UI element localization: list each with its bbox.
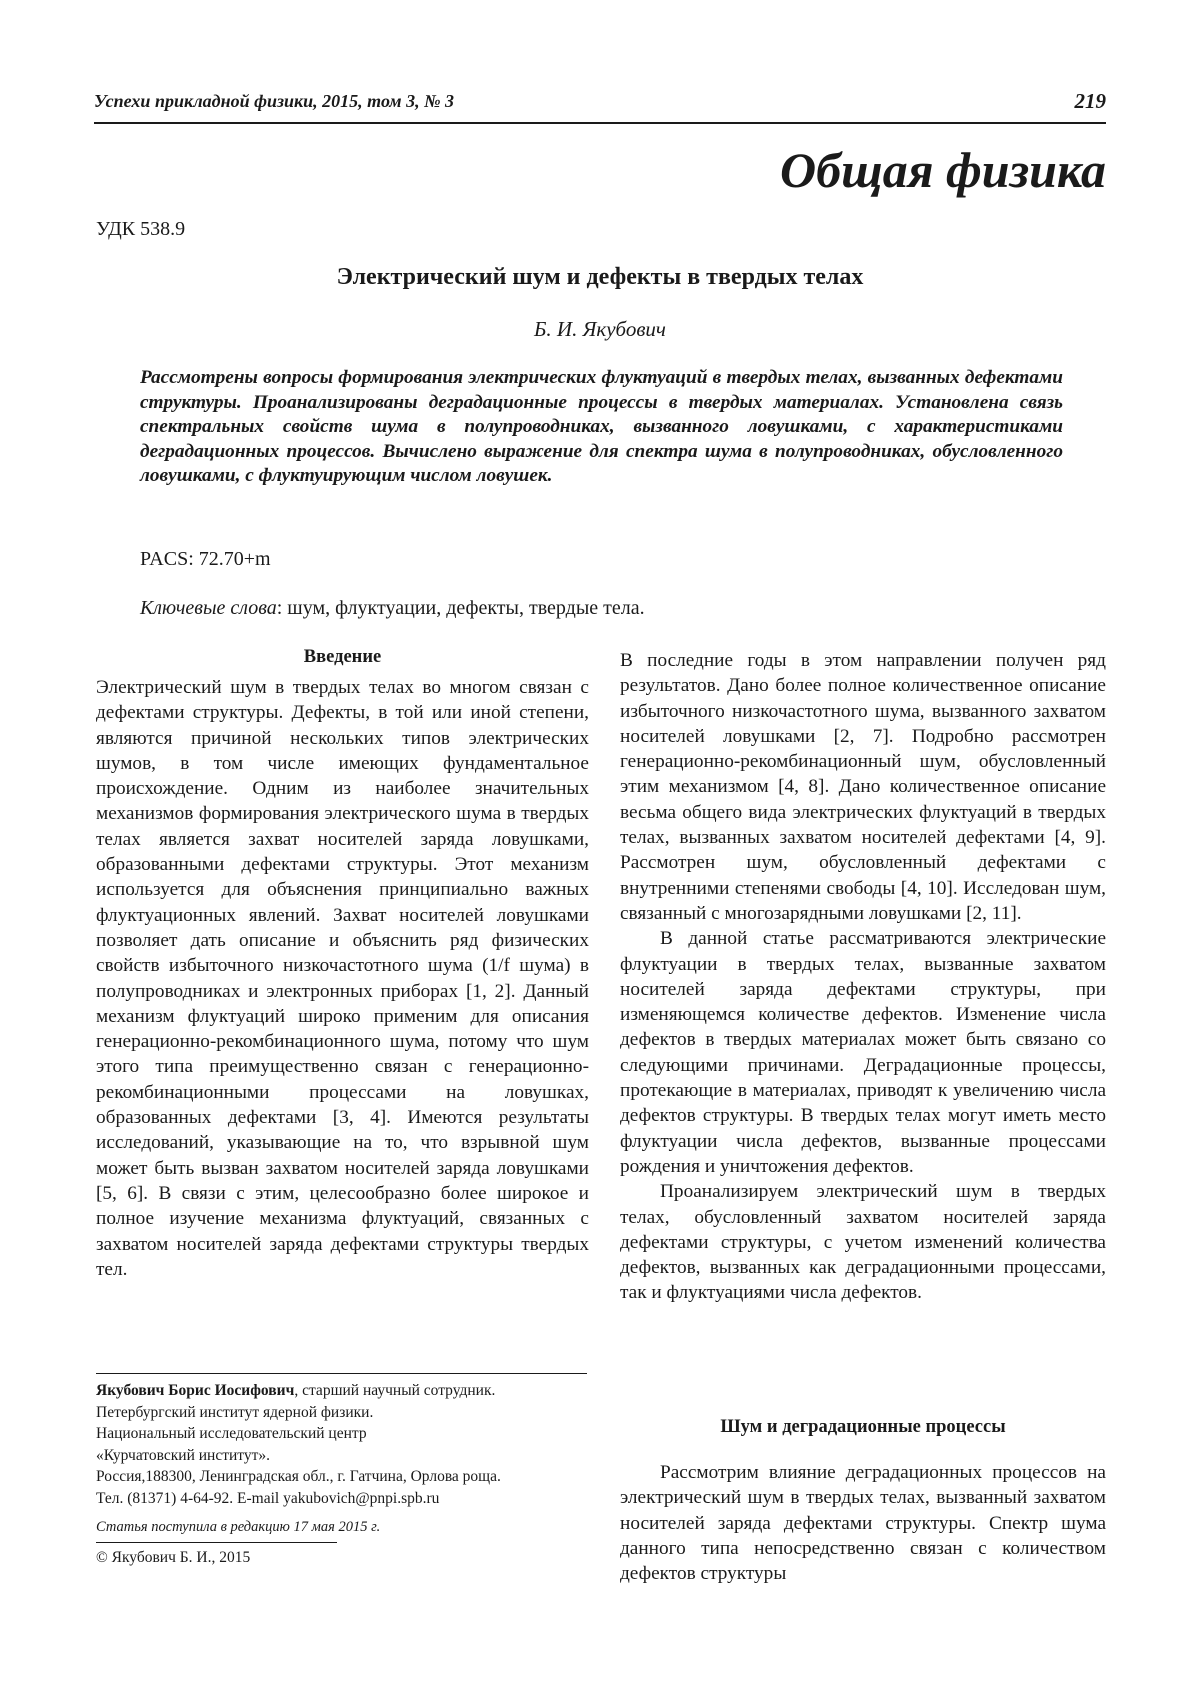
footnote-author-name: Якубович Борис Иосифович [96, 1382, 295, 1399]
section2-paragraph: Рассмотрим влияние деградационных процессов на электрический шум в твердых телах, вызванный захватом носителей заряда дефектами структуры. Спектр шума данного типа непосредственно связан с количеством дефектов структуры [620, 1462, 1106, 1585]
author-footnote [96, 1380, 596, 1509]
footnote-line-1 [96, 1380, 596, 1402]
received-date: Статья поступила в редакцию 17 мая 2015 г. [96, 1519, 381, 1535]
footnote-line-5: Россия,188300, Ленинградская обл., г. Гатчина, Орлова роща. [96, 1468, 501, 1485]
keywords-label: Ключевые слова [140, 597, 277, 619]
left-column [96, 675, 589, 1282]
journal-header: Успехи прикладной физики, 2015, том 3, № 3 [94, 91, 455, 111]
keywords [140, 597, 645, 620]
footnote-rule [96, 1373, 587, 1374]
right-paragraph-2: В данной статье рассматриваются электрические флуктуации в твердых телах, вызванные захватом носителей заряда дефектами структуры, при изменяющемся количестве дефектов. Изменение числа дефектов в твердых материалах может быть связано со следующими причинами. Деградационные процессы, протекающие в материалах, приводят к увеличению числа дефектов структуры. В твердых телах могут иметь место флуктуации числа дефектов, вызванные процессами рождения и уничтожения дефектов. [620, 928, 1106, 1177]
right-paragraph-3: Проанализируем электрический шум в твердых телах, обусловленный захватом носителей заряда дефектами структуры, с учетом изменений количества дефектов, вызванных как деградационными процессами, так и флуктуациями числа дефектов. [620, 1181, 1106, 1304]
footnote-line-4: «Курчатовский институт». [96, 1446, 270, 1464]
footnote-line-2: Петербургский институт ядерной физики. [96, 1403, 374, 1421]
copyright: © Якубович Б. И., 2015 [96, 1549, 251, 1566]
footnote-position: , старший научный сотрудник. [294, 1382, 496, 1399]
copyright-rule [96, 1542, 337, 1543]
page-number: 219 [1074, 89, 1106, 113]
right-paragraph-1: В последние годы в этом направлении получен ряд результатов. Дано более полное количественное описание избыточного низкочастотного шума, вызванного захватом носителей ловушками [2, 7]. Подробно рассмотрен генерационно-рекомбинационный шум, обусловленный этим механизмом [4, 8]. Дано количественное описание весьма общего вида электрических флуктуаций в твердых телах, вызванных захватом носителей дефектами [4, 9]. Рассмотрен шум, обусловленный дефектами с внутренними степенями свободы [4, 10]. Исследован шум, связанный с многозарядными ловушками [2, 11]. [620, 650, 1106, 924]
header-rule [94, 122, 1106, 124]
abstract: Рассмотрены вопросы формирования электрических флуктуаций в твердых телах, вызванных дефектами структуры. Проанализированы деградационные процессы в твердых материалах. Установлена связь спектральных свойств шума в полупроводниках, вызванного ловушками, с характеристиками деградационных процессов. Вычислено выражение для спектра шума в полупроводниках, обусловленного ловушками, с флуктуирующим числом ловушек. [140, 367, 1063, 486]
introduction-paragraph: Электрический шум в твердых телах во многом связан с дефектами структуры. Дефекты, в той или иной степени, являются причиной нескольких типов электрических шумов, в том числе имеющих фундаментальное происхождение. Одним из наиболее значительных механизмов формирования электрического шума в твердых телах является захват носителей заряда ловушками, образованными дефектами структуры. Этот механизм используется для объяснения принципиально важных флуктуационных явлений. Захват носителей ловушками позволяет дать описание и объяснить ряд физических свойств избыточного низкочастотного шума (1/f шума) в полупроводниках и электронных приборах [1, 2]. Данный механизм флуктуаций широко применим для описания генерационно-рекомбинационного шума, потому что шум этого типа преимущественно связан с генерационно-рекомбинационными процессами на ловушках, образованных дефектами [3, 4]. Имеются результаты исследований, указывающие на то, что взрывной шум может быть вызван захватом носителей заряда ловушками [5, 6]. В связи с этим, целесообразно более широкое и полное изучение механизма флуктуаций, связанных с захватом носителей заряда дефектами структуры твердых тел. [96, 677, 589, 1280]
article-author: Б. И. Якубович [534, 317, 666, 341]
keywords-text: : шум, флуктуации, дефекты, твердые тела. [276, 597, 645, 619]
footnote-line-6: Тел. (81371) 4-64-92. E-mail yakubovich@pnpi.spb.ru [96, 1489, 440, 1507]
pacs-code: PACS: 72.70+m [140, 548, 271, 570]
introduction-heading: Введение [303, 647, 382, 667]
section2-body [620, 1460, 1106, 1586]
section-title: Общая физика [780, 142, 1106, 198]
section2-heading: Шум и деградационные процессы [720, 1417, 1006, 1437]
right-column [620, 648, 1106, 1306]
footnote-line-3: Национальный исследовательский центр [96, 1425, 367, 1442]
article-title: Электрический шум и дефекты в твердых телах [336, 264, 864, 290]
udk-code: УДК 538.9 [96, 218, 186, 240]
